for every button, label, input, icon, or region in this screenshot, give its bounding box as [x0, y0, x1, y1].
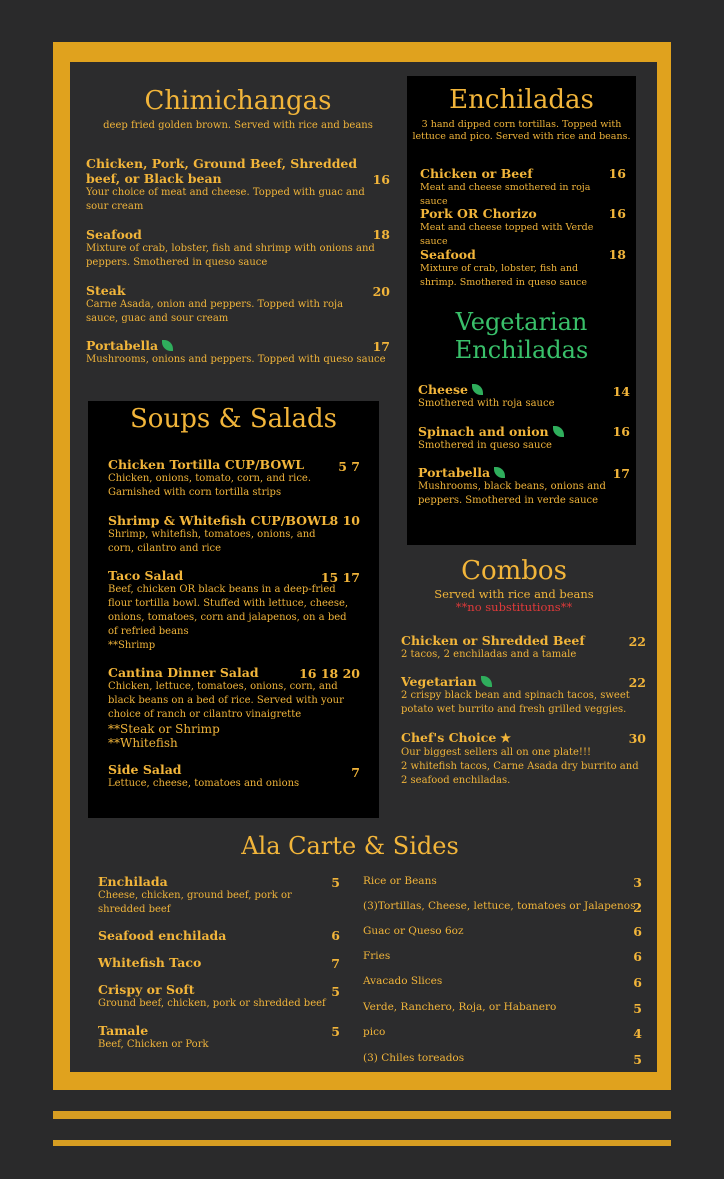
- leaf-icon: [494, 467, 505, 478]
- item-name: Portabella: [86, 338, 159, 353]
- item-description: Cheese, chicken, ground beef, pork or shredded beef: [98, 890, 292, 915]
- menu-item: [98, 1023, 328, 1052]
- vegetarian-title-line1: Vegetarian: [455, 308, 588, 336]
- item-description: Ground beef, chicken, pork or shredded beef: [98, 998, 326, 1009]
- vegetarian-enchiladas-header: [410, 308, 633, 364]
- menu-item: [98, 955, 328, 970]
- item-extra: **Steak or Shrimp: [108, 722, 220, 736]
- item-description: Carne Asada, onion and peppers. Topped with roja sauce, guac and sour cream: [86, 299, 344, 324]
- item-name: Shrimp & Whitefish CUP/BOWL: [108, 513, 330, 528]
- side-item-price: 6: [633, 949, 642, 964]
- item-description: Beef, Chicken or Pork: [98, 1039, 209, 1050]
- enchiladas-header: [410, 85, 633, 143]
- item-description: Chicken, onions, tomato, corn, and rice. Garnished with corn tortilla strips: [108, 473, 312, 498]
- item-price: 16: [608, 206, 626, 221]
- item-name: Tamale: [98, 1023, 149, 1038]
- soups-salads-title: Soups & Salads: [130, 404, 337, 434]
- decorative-stripe-bottom: [53, 1140, 671, 1146]
- menu-item: [98, 874, 328, 917]
- combos-header: [398, 556, 630, 614]
- item-price: 22: [628, 675, 646, 690]
- item-description: 2 crispy black bean and spinach tacos, sweet potato wet burrito and fresh grilled veggies.: [401, 690, 630, 715]
- item-description: Mixture of crab, lobster, fish and shrimp. Smothered in queso sauce: [420, 263, 587, 288]
- item-extra: **Shrimp: [108, 640, 156, 651]
- item-name: Vegetarian: [401, 674, 477, 689]
- item-price: 14: [612, 384, 630, 399]
- item-description: Meat and cheese smothered in roja sauce: [420, 182, 591, 207]
- chimichangas-title: Chimichangas: [144, 86, 332, 116]
- item-name: Seafood enchilada: [98, 928, 227, 943]
- item-price: 18: [608, 247, 626, 262]
- item-price: 17: [372, 339, 390, 354]
- menu-item: [418, 382, 618, 411]
- leaf-icon: [553, 426, 564, 437]
- item-description: Smothered with roja sauce: [418, 398, 555, 409]
- menu-item: [418, 424, 618, 453]
- item-price: 5: [331, 1024, 340, 1039]
- item-description: 2 tacos, 2 enchiladas and a tamale: [401, 649, 577, 660]
- menu-item: [420, 206, 610, 249]
- menu-item: [98, 982, 328, 1011]
- item-description: Smothered in queso sauce: [418, 440, 552, 451]
- item-name: Portabella: [418, 465, 491, 480]
- item-name: Crispy or Soft: [98, 982, 195, 997]
- item-description: Meat and cheese topped with Verde sauce: [420, 222, 594, 247]
- item-price: 17: [612, 466, 630, 481]
- side-item-price: 6: [633, 975, 642, 990]
- vegetarian-title-line2: Enchiladas: [454, 336, 589, 364]
- item-description: 2 whitefish tacos, Carne Asada dry burrito and 2 seafood enchiladas.: [401, 761, 639, 786]
- item-price: 16: [612, 424, 630, 439]
- item-name: Spinach and onion: [418, 424, 549, 439]
- item-description: Chicken, lettuce, tomatoes, onions, corn, and black beans on a bed of rice. Served with your choice of ranch or cilantro vinaigrette: [108, 681, 344, 720]
- item-name: Whitefish Taco: [98, 955, 202, 970]
- side-item-name: (3) Chiles toreados: [363, 1052, 465, 1064]
- item-name: Seafood: [86, 227, 142, 242]
- item-price: 16: [372, 172, 390, 187]
- menu-item: [108, 762, 343, 791]
- menu-item: [401, 633, 621, 662]
- item-price: 22: [628, 634, 646, 649]
- chimichangas-subtitle: deep fried golden brown. Served with rice and beans: [103, 120, 373, 131]
- side-item-name: Fries: [363, 950, 391, 962]
- item-name: Side Salad: [108, 762, 182, 777]
- item-name: Pork OR Chorizo: [420, 206, 537, 221]
- menu-item: [108, 513, 343, 556]
- side-item-name: Guac or Queso 6oz: [363, 925, 464, 937]
- side-item-name: Rice or Beans: [363, 875, 437, 887]
- alacarte-title: Ala Carte & Sides: [241, 832, 459, 860]
- menu-item: [86, 156, 366, 214]
- chimichangas-section: [84, 86, 392, 132]
- item-price: 16 18 20: [299, 666, 360, 681]
- side-item-price: 5: [633, 1052, 642, 1067]
- menu-item: [401, 674, 641, 717]
- item-price: 7: [331, 956, 340, 971]
- item-description: Shrimp, whitefish, tomatoes, onions, and corn, cilantro and rice: [108, 529, 316, 554]
- item-name: Cheese: [418, 382, 468, 397]
- side-item-price: 4: [633, 1026, 642, 1041]
- item-price: 6: [331, 928, 340, 943]
- menu-item: [86, 227, 376, 270]
- menu-item: [418, 465, 608, 508]
- item-name: Chicken Tortilla CUP/BOWL: [108, 457, 305, 472]
- enchiladas-title: Enchiladas: [449, 85, 594, 115]
- side-item-price: 3: [633, 875, 642, 890]
- leaf-icon: [472, 384, 483, 395]
- item-price: 5: [331, 875, 340, 890]
- item-description: Mixture of crab, lobster, fish and shrimp with onions and peppers. Smothered in queso sauce: [86, 243, 375, 268]
- combos-title: Combos: [461, 556, 567, 586]
- item-extra: **Whitefish: [108, 736, 178, 750]
- item-name: Chicken or Shredded Beef: [401, 633, 585, 648]
- item-price: 16: [608, 166, 626, 181]
- item-price: 5 7: [338, 459, 360, 474]
- side-item-name: Verde, Ranchero, Roja, or Habanero: [363, 1001, 557, 1013]
- item-name: Steak: [86, 283, 126, 298]
- item-price: 20: [372, 284, 390, 299]
- menu-item: [98, 928, 328, 943]
- item-price: 15 17: [320, 570, 360, 585]
- combos-note: **no substitutions**: [455, 600, 573, 614]
- leaf-icon: [481, 676, 492, 687]
- soups-salads-header: [88, 404, 379, 434]
- menu-item: [108, 457, 343, 500]
- item-price: 8 10: [329, 513, 360, 528]
- side-item-price: 6: [633, 924, 642, 939]
- menu-item: [420, 247, 610, 290]
- menu-item: [86, 283, 376, 326]
- leaf-icon: [162, 340, 173, 351]
- side-item-name: Avacado Slices: [363, 975, 443, 987]
- side-item-price: 2: [633, 900, 642, 915]
- item-description: Your choice of meat and cheese. Topped with guac and sour cream: [86, 187, 365, 212]
- decorative-stripe-top: [53, 1111, 671, 1119]
- item-description: Lettuce, cheese, tomatoes and onions: [108, 778, 300, 789]
- star-icon: ★: [500, 731, 512, 745]
- menu-item: [86, 338, 386, 367]
- item-price: 5: [331, 984, 340, 999]
- alacarte-header: [70, 832, 630, 860]
- item-name: Chicken, Pork, Ground Beef, Shredded beef, or Black bean: [86, 156, 358, 186]
- item-name: Cantina Dinner Salad: [108, 665, 259, 680]
- menu-item: [420, 166, 610, 209]
- item-name: Chicken or Beef: [420, 166, 533, 181]
- combos-subtitle: Served with rice and beans: [434, 587, 594, 601]
- item-name: Chef's Choice: [401, 730, 497, 745]
- item-name: Enchilada: [98, 874, 168, 889]
- menu-item: [401, 730, 641, 788]
- side-item-name: pico: [363, 1026, 386, 1038]
- item-name: Taco Salad: [108, 568, 184, 583]
- side-item-name: (3)Tortillas, Cheese, lettuce, tomatoes or Jalapenos: [363, 900, 636, 912]
- item-description: Mushrooms, onions and peppers. Topped with queso sauce: [86, 354, 386, 365]
- item-description: Mushrooms, black beans, onions and peppers. Smothered in verde sauce: [418, 481, 606, 506]
- item-description: Our biggest sellers all on one plate!!!: [401, 747, 591, 758]
- item-description: Beef, chicken OR black beans in a deep-fried flour tortilla bowl. Stuffed with lettuce, cheese, onions, tomatoes, corn and jalapenos, on a bed of refried beans: [108, 584, 349, 637]
- item-name: Seafood: [420, 247, 476, 262]
- side-item-price: 5: [633, 1001, 642, 1016]
- item-price: 7: [351, 765, 360, 780]
- item-price: 30: [628, 731, 646, 746]
- item-price: 18: [372, 227, 390, 242]
- enchiladas-subtitle: 3 hand dipped corn tortillas. Topped with lettuce and pico. Served with rice and beans.: [412, 119, 631, 142]
